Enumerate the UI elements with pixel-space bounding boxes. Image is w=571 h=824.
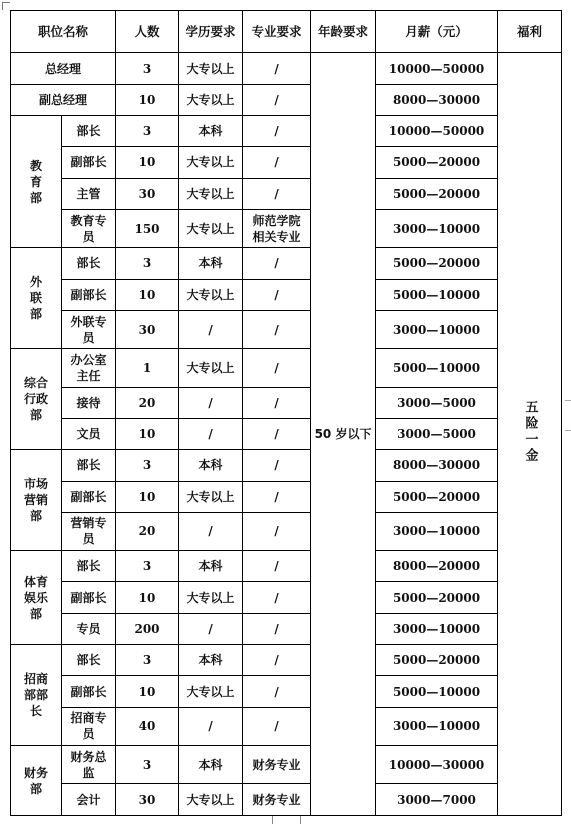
salary-cell: 10000—50000	[376, 116, 498, 147]
position-cell	[62, 349, 116, 387]
salary-cell: 5000—10000	[376, 279, 498, 310]
education-cell: /	[179, 512, 243, 550]
major-cell: /	[243, 248, 311, 279]
header-salary: 月薪（元）	[376, 11, 498, 53]
position-cell: 副部长	[62, 481, 116, 512]
position-cell	[62, 512, 116, 550]
count-cell: 200	[116, 613, 179, 644]
table-row	[11, 676, 562, 707]
salary-cell: 5000—20000	[376, 582, 498, 613]
education-cell: /	[179, 310, 243, 348]
table-row	[11, 178, 562, 209]
position-cell	[62, 707, 116, 745]
position-cell: 会计	[62, 784, 116, 816]
department-cell	[11, 551, 62, 645]
count-cell: 10	[116, 279, 179, 310]
major-cell: /	[243, 310, 311, 348]
major-cell: /	[243, 349, 311, 387]
age-cell: 50 岁以下	[311, 53, 376, 816]
table-row	[11, 512, 562, 550]
salary-cell: 5000—20000	[376, 147, 498, 178]
position-cell: 部长	[62, 645, 116, 676]
table-row	[11, 387, 562, 418]
major-cell: /	[243, 481, 311, 512]
education-cell: 大专以上	[179, 481, 243, 512]
department-label: 财务部	[23, 765, 48, 796]
education-cell: 本科	[179, 248, 243, 279]
education-cell: /	[179, 387, 243, 418]
salary-cell: 8000—20000	[376, 551, 498, 582]
position-cell: 副部长	[62, 279, 116, 310]
page-bottom-mark	[272, 816, 273, 824]
major-cell: /	[243, 613, 311, 644]
major-text: 师范学院相关专业	[252, 213, 301, 244]
salary-cell: 3000—10000	[376, 512, 498, 550]
table-row	[11, 707, 562, 745]
count-cell: 3	[116, 450, 179, 481]
major-cell: /	[243, 676, 311, 707]
welfare-cell	[498, 53, 562, 816]
education-cell: 大专以上	[179, 147, 243, 178]
position-cell: 副部长	[62, 676, 116, 707]
table-row	[11, 84, 562, 115]
major-cell: /	[243, 418, 311, 449]
count-cell: 30	[116, 178, 179, 209]
major-cell: /	[243, 707, 311, 745]
major-cell: /	[243, 551, 311, 582]
count-cell: 3	[116, 248, 179, 279]
salary-cell: 10000—50000	[376, 53, 498, 84]
table-row	[11, 481, 562, 512]
count-cell: 3	[116, 53, 179, 84]
major-cell: /	[243, 147, 311, 178]
education-cell: 大专以上	[179, 209, 243, 247]
count-cell: 3	[116, 645, 179, 676]
education-cell: 大专以上	[179, 84, 243, 115]
education-cell: 本科	[179, 746, 243, 784]
count-cell: 3	[116, 116, 179, 147]
salary-cell: 10000—30000	[376, 746, 498, 784]
header-count: 人数	[116, 11, 179, 53]
header-education: 学历要求	[179, 11, 243, 53]
position-cell	[62, 209, 116, 247]
education-cell: 本科	[179, 116, 243, 147]
position-cell: 总经理	[11, 53, 116, 84]
table-row	[11, 551, 562, 582]
department-label: 市场营销部	[23, 477, 48, 524]
count-cell: 30	[116, 310, 179, 348]
education-cell: /	[179, 613, 243, 644]
major-cell: /	[243, 178, 311, 209]
position-text: 营销专员	[70, 516, 107, 547]
position-cell: 副总经理	[11, 84, 116, 115]
department-label: 教育部	[29, 158, 42, 205]
position-cell: 文员	[62, 418, 116, 449]
count-cell: 20	[116, 512, 179, 550]
position-cell: 专员	[62, 613, 116, 644]
table-row	[11, 349, 562, 387]
salary-cell: 3000—10000	[376, 613, 498, 644]
table-row	[11, 209, 562, 247]
major-cell: /	[243, 116, 311, 147]
count-cell: 10	[116, 147, 179, 178]
header-row	[11, 11, 562, 53]
position-cell: 部长	[62, 116, 116, 147]
education-cell: 大专以上	[179, 784, 243, 816]
count-cell: 10	[116, 676, 179, 707]
table-row	[11, 582, 562, 613]
position-cell: 副部长	[62, 582, 116, 613]
major-cell: /	[243, 387, 311, 418]
count-cell: 10	[116, 481, 179, 512]
table-row	[11, 450, 562, 481]
salary-cell: 5000—10000	[376, 349, 498, 387]
table-row	[11, 147, 562, 178]
position-text: 外联专员	[70, 314, 107, 345]
salary-cell: 8000—30000	[376, 84, 498, 115]
position-cell: 部长	[62, 551, 116, 582]
salary-cell: 3000—10000	[376, 707, 498, 745]
position-cell: 部长	[62, 450, 116, 481]
major-cell: /	[243, 53, 311, 84]
education-cell: 本科	[179, 450, 243, 481]
position-text: 教育专员	[70, 213, 107, 244]
count-cell: 150	[116, 209, 179, 247]
position-cell: 接待	[62, 387, 116, 418]
education-cell: 大专以上	[179, 582, 243, 613]
position-cell	[62, 310, 116, 348]
salary-cell: 3000—5000	[376, 387, 498, 418]
count-cell: 1	[116, 349, 179, 387]
table-row	[11, 784, 562, 816]
education-cell: 大专以上	[179, 349, 243, 387]
count-cell: 30	[116, 784, 179, 816]
position-text: 招商专员	[70, 711, 107, 742]
department-cell	[11, 746, 62, 816]
position-cell: 主管	[62, 178, 116, 209]
page-edge-mark	[565, 430, 571, 431]
position-cell	[62, 746, 116, 784]
department-cell	[11, 248, 62, 349]
position-text: 财务总监	[70, 749, 107, 780]
salary-cell: 5000—20000	[376, 481, 498, 512]
table-row	[11, 248, 562, 279]
department-label: 综合行政部	[23, 376, 48, 423]
salary-cell: 3000—10000	[376, 310, 498, 348]
salary-cell: 8000—30000	[376, 450, 498, 481]
education-cell: 大专以上	[179, 676, 243, 707]
header-major: 专业要求	[243, 11, 311, 53]
salary-cell: 3000—10000	[376, 209, 498, 247]
salary-cell: 5000—20000	[376, 645, 498, 676]
salary-cell: 5000—20000	[376, 248, 498, 279]
table-row	[11, 310, 562, 348]
education-cell: 大专以上	[179, 279, 243, 310]
page-bottom-mark	[300, 816, 301, 824]
count-cell: 20	[116, 387, 179, 418]
header-position: 职位名称	[11, 11, 116, 53]
position-text: 办公室主任	[70, 352, 107, 383]
major-cell: /	[243, 84, 311, 115]
education-cell: /	[179, 418, 243, 449]
table-row	[11, 53, 562, 84]
welfare-text: 五险一金	[522, 400, 538, 465]
page-edge-mark	[565, 400, 571, 401]
education-cell: 大专以上	[179, 53, 243, 84]
education-cell: 本科	[179, 645, 243, 676]
table-row	[11, 645, 562, 676]
education-cell: /	[179, 707, 243, 745]
department-cell	[11, 450, 62, 551]
major-cell: /	[243, 645, 311, 676]
major-cell: /	[243, 582, 311, 613]
table-row	[11, 116, 562, 147]
count-cell: 3	[116, 746, 179, 784]
department-cell	[11, 116, 62, 248]
page-corner-mark	[2, 2, 10, 10]
table-row	[11, 279, 562, 310]
header-welfare: 福利	[498, 11, 562, 53]
table-row	[11, 613, 562, 644]
count-cell: 3	[116, 551, 179, 582]
position-cell: 副部长	[62, 147, 116, 178]
department-cell	[11, 349, 62, 450]
education-cell: 大专以上	[179, 178, 243, 209]
table-row	[11, 746, 562, 784]
salary-cell: 5000—20000	[376, 178, 498, 209]
count-cell: 10	[116, 582, 179, 613]
major-cell: 财务专业	[243, 784, 311, 816]
recruitment-table	[10, 10, 562, 816]
salary-cell: 3000—7000	[376, 784, 498, 816]
table-row	[11, 418, 562, 449]
salary-cell: 5000—10000	[376, 676, 498, 707]
header-age: 年龄要求	[311, 11, 376, 53]
salary-cell: 3000—5000	[376, 418, 498, 449]
position-cell: 部长	[62, 248, 116, 279]
education-cell: 本科	[179, 551, 243, 582]
count-cell: 10	[116, 418, 179, 449]
major-cell: 财务专业	[243, 746, 311, 784]
department-label: 招商部部长	[23, 672, 48, 719]
major-cell: /	[243, 279, 311, 310]
count-cell: 10	[116, 84, 179, 115]
major-cell	[243, 209, 311, 247]
count-cell: 40	[116, 707, 179, 745]
major-cell: /	[243, 512, 311, 550]
department-cell	[11, 645, 62, 746]
major-cell: /	[243, 450, 311, 481]
department-label: 体育娱乐部	[23, 574, 48, 621]
department-label: 外联部	[29, 275, 42, 322]
